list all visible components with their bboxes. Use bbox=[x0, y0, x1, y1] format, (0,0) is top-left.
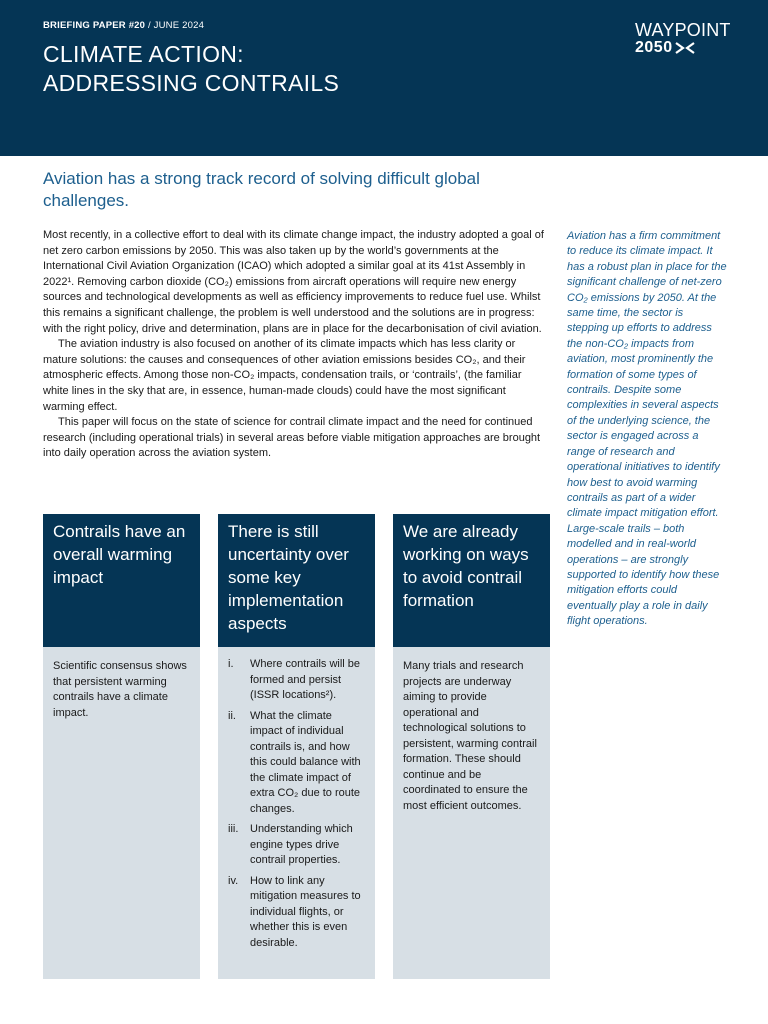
column-heading: Contrails have an overall warming impact bbox=[43, 514, 200, 647]
header-band bbox=[0, 0, 768, 156]
summary-sidebar: Aviation has a firm commitment to reduce its climate impact. It has a robust plan in place for the significant challenge of net-zero CO₂ emissions by 2050. At the same time, the sector is stepping up efforts to address the non-CO₂ impacts from aviation, most prominently the formation of some types of contrails. Despite some complexities in several aspects of the underlying science, the sector is engaged across a range of research and operational initiatives to identify how best to avoid warming contrails as part of a wider climate impact mitigation effort. Large-scale trails – both modelled and in real-world operations – are strongly supported to identify how these mitigation efforts could eventually play a role in daily flight operations. bbox=[567, 230, 727, 628]
intro-body bbox=[43, 228, 549, 462]
logo-year-text: 2050 bbox=[635, 39, 673, 56]
body-paragraph-1: Most recently, in a collective effort to deal with its climate change impact, the industry adopted a goal of net zero carbon emissions by 2050. This was also taken up by the world’s governments at the International Civil Aviation Organization (ICAO) which adopted a similar goal at its 41st Assembly in 2022¹. Removing carbon dioxide (CO₂) emissions from aircraft operations will require new energy sources and technological developments as well as efficiency improvements to reduce fuel use. Whilst this remains a significant challenge, the problem is well understood and the solutions are in progress: with the right policy, drive and determination, plans are in place for the decarbonisation of civil aviation. bbox=[43, 229, 544, 335]
column-heading: We are already working on ways to avoid contrail formation bbox=[393, 514, 550, 647]
key-point-column-uncertainty bbox=[218, 514, 375, 979]
body-paragraph-2: The aviation industry is also focused on another of its climate impacts which has less clarity or mature solutions: the causes and consequences of other aviation emissions besides CO₂, and their atmospheric effects. Among those non-CO₂ impacts, condensation trails, or ‘contrails’, (the familiar white lines in the sky that are, in essence, human-made clouds) could have the most significant warming effect. bbox=[43, 338, 526, 413]
list-item-text: How to link any mitigation measures to individual flights, or whether this is even desirable. bbox=[250, 874, 361, 949]
list-item bbox=[228, 874, 365, 952]
lede-text: Aviation has a strong track record of solving difficult global challenges. bbox=[43, 169, 480, 210]
briefing-number: BRIEFING PAPER #20 bbox=[43, 20, 146, 31]
page-title bbox=[43, 40, 339, 98]
key-point-column-avoidance bbox=[393, 514, 550, 979]
list-item bbox=[228, 822, 365, 869]
briefing-date: / JUNE 2024 bbox=[145, 20, 205, 31]
column-text: Many trials and research projects are underway aiming to provide operational and technological solutions to persistent, warming contrail formation. These should continue and be coordinated to ensure the most efficient outcomes. bbox=[403, 660, 537, 812]
list-item bbox=[228, 657, 365, 704]
list-item-number: ii. bbox=[228, 709, 236, 722]
x-chevron-icon bbox=[675, 42, 695, 54]
list-item-number: iv. bbox=[228, 874, 239, 887]
list-item-number: iii. bbox=[228, 823, 239, 835]
column-heading: There is still uncertainty over some key implementation aspects bbox=[218, 514, 375, 647]
logo-year bbox=[635, 39, 731, 57]
column-text: Scientific consensus shows that persistent warming contrails have a climate impact. bbox=[53, 660, 187, 719]
list-item-number: i. bbox=[228, 658, 234, 670]
list-item-text: What the climate impact of individual contrails is, and how this could balance with the climate impact of extra CO₂ due to route changes. bbox=[250, 709, 361, 815]
waypoint-logo bbox=[635, 21, 731, 57]
key-point-column-warming bbox=[43, 514, 200, 979]
logo-wordmark: WAYPOINT bbox=[635, 20, 731, 40]
uncertainty-list bbox=[218, 647, 375, 951]
briefing-kicker bbox=[43, 20, 204, 31]
list-item-text: Understanding which engine types drive contrail properties. bbox=[250, 823, 353, 866]
body-paragraph-3: This paper will focus on the state of science for contrail climate impact and the need for continued research (including operational trials) in several areas before viable mitigation approaches are brought into daily operation across the aviation system. bbox=[43, 416, 541, 460]
page-title-line-2: ADDRESSING CONTRAILS bbox=[43, 70, 340, 96]
list-item-text: Where contrails will be formed and persist (ISSR locations²). bbox=[250, 658, 361, 701]
list-item bbox=[228, 709, 365, 818]
page-title-line-1: CLIMATE ACTION: bbox=[43, 41, 244, 67]
